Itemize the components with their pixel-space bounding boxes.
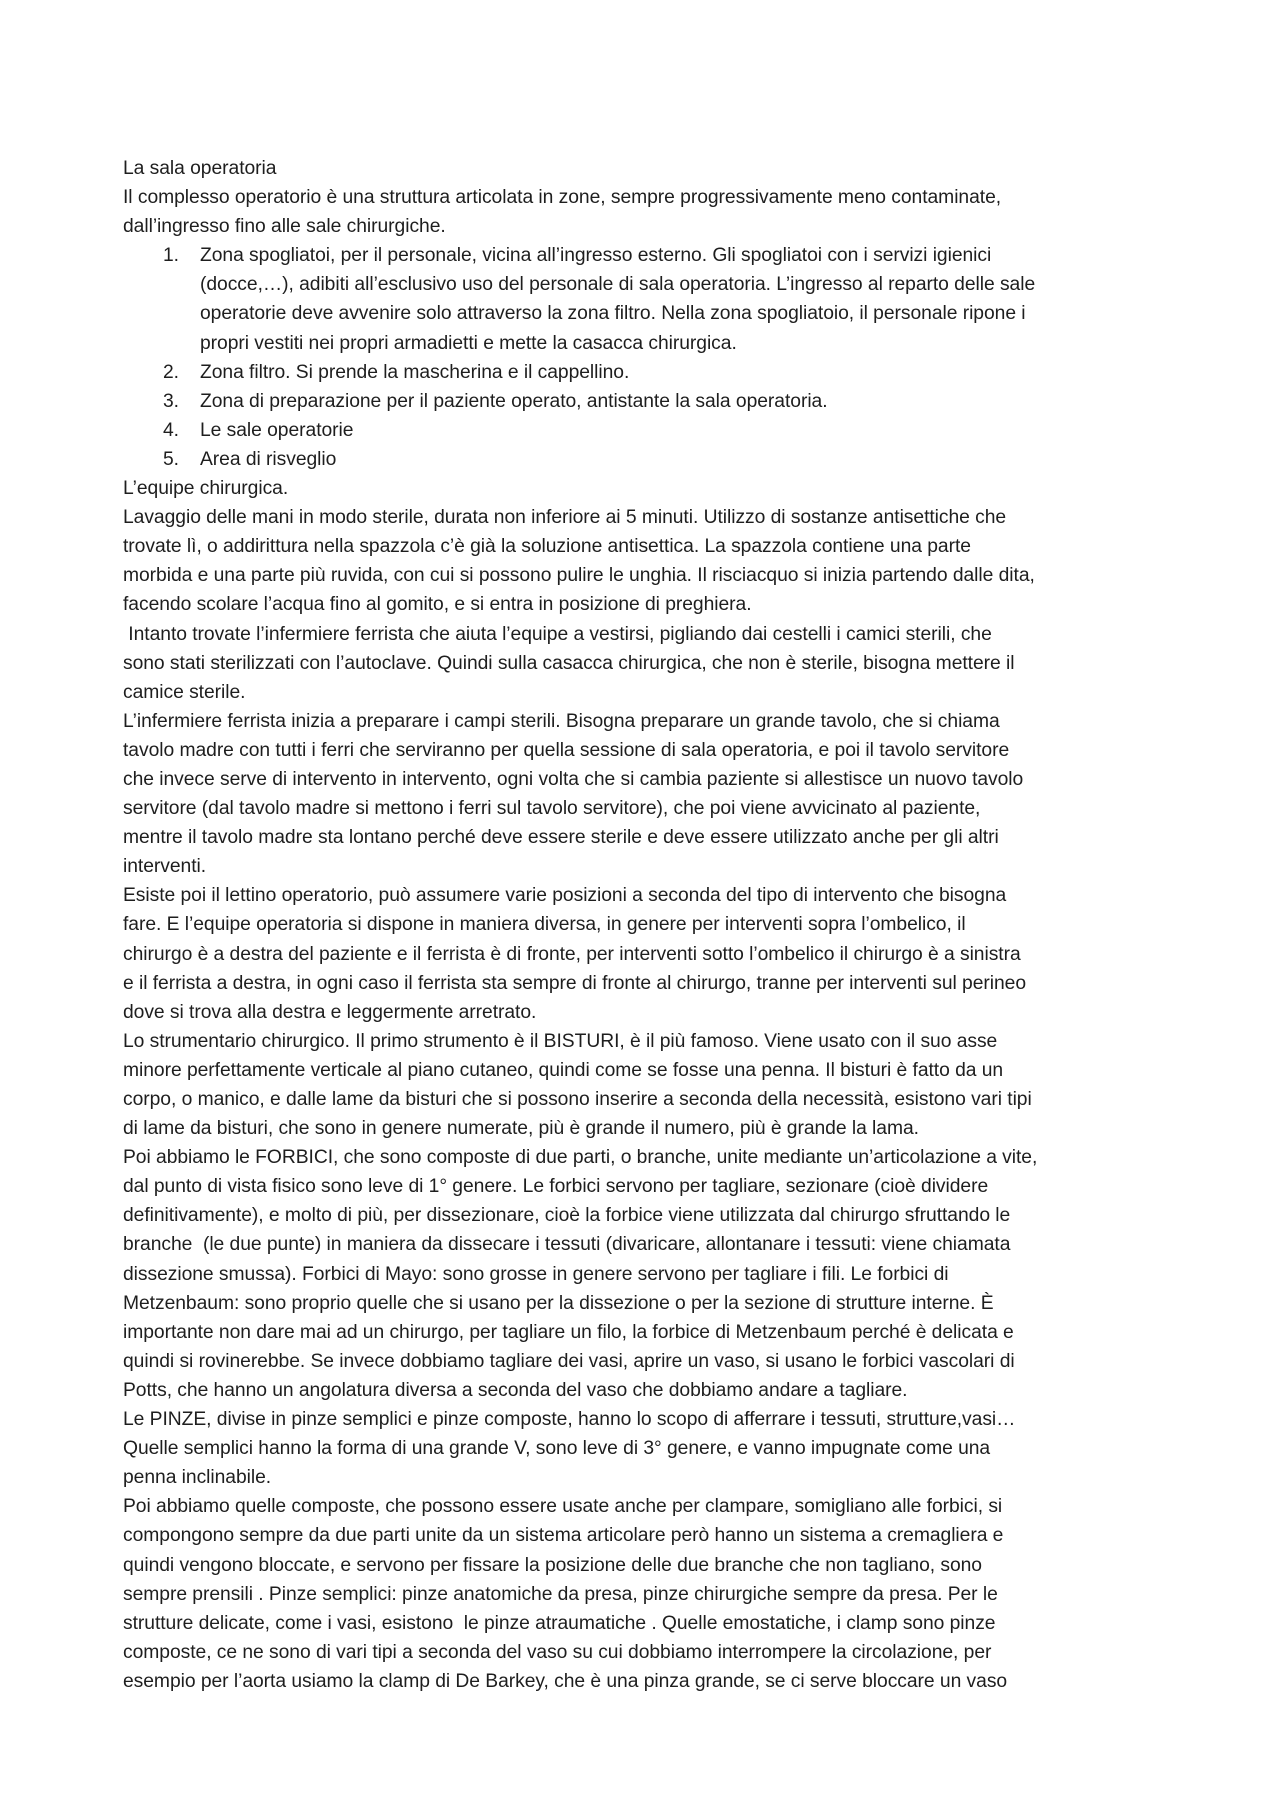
document-page bbox=[123, 154, 1173, 1696]
text-line: Intanto trovate l’infermiere ferrista che aiuta l’equipe a vestirsi, pigliando dai cestelli i camici sterili, che bbox=[123, 623, 992, 645]
list-item-continuation: operatorie deve avvenire solo attraverso la zona filtro. Nella zona spogliatoio, il personale ripone i bbox=[200, 303, 1026, 325]
text-line: compongono sempre da due parti unite da un sistema articolare però hanno un sistema a cremagliera e bbox=[123, 1525, 1004, 1547]
list-item bbox=[123, 416, 1173, 445]
list-item-number: 2. bbox=[163, 361, 179, 383]
text-line: Potts, che hanno un angolatura diversa a seconda del vaso che dobbiamo andare a tagliare. bbox=[123, 1379, 908, 1401]
text-line: Metzenbaum: sono proprio quelle che si usano per la dissezione o per la sezione di strutture interne. È bbox=[123, 1292, 994, 1314]
text-line: composte, ce ne sono di vari tipi a seconda del vaso su cui dobbiamo interrompere la circolazione, per bbox=[123, 1641, 992, 1663]
text-line: dove si trova alla destra e leggermente arretrato. bbox=[123, 1001, 537, 1023]
list-item-first-line bbox=[123, 416, 1173, 445]
text-line: morbida e una parte più ruvida, con cui si possono pulire le unghia. Il risciacquo si inizia partendo dalle dita, bbox=[123, 565, 1035, 587]
text-line: dissezione smussa). Forbici di Mayo: sono grosse in genere servono per tagliare i fili. Le forbici di bbox=[123, 1263, 949, 1285]
text-line: Poi abbiamo le FORBICI, che sono composte di due parti, o branche, unite mediante un’articolazione a vite, bbox=[123, 1147, 1038, 1169]
list-item-text: Le sale operatorie bbox=[200, 419, 354, 441]
text-line: Poi abbiamo quelle composte, che possono essere usate anche per clampare, somigliano alle forbici, si bbox=[123, 1496, 1003, 1518]
text-line: trovate lì, o addirittura nella spazzola c’è già la soluzione antisettica. La spazzola contiene una parte bbox=[123, 536, 971, 558]
list-item bbox=[123, 358, 1173, 387]
intro-paragraph bbox=[123, 183, 1173, 241]
text-line: Lo strumentario chirurgico. Il primo strumento è il BISTURI, è il più famoso. Viene usato con il suo asse bbox=[123, 1030, 998, 1052]
list-item-text: Zona spogliatoi, per il personale, vicina all’ingresso esterno. Gli spogliatoi con i servizi igienici bbox=[200, 245, 992, 267]
list-item-first-line bbox=[123, 387, 1173, 416]
text-line: chirurgo è a destra del paziente e il ferrista è di fronte, per interventi sotto l’ombelico il chirurgo è a sinistra bbox=[123, 943, 1021, 965]
list-item-number: 4. bbox=[163, 419, 179, 441]
text-line: servitore (dal tavolo madre si mettono i ferri sul tavolo servitore), che poi viene avvicinato al paziente, bbox=[123, 798, 981, 820]
text-line: strutture delicate, come i vasi, esistono le pinze atraumatiche . Quelle emostatiche, i clamp sono pinze bbox=[123, 1612, 996, 1634]
text-line: mentre il tavolo madre sta lontano perché deve essere sterile e deve essere utilizzato anche per gli altri bbox=[123, 827, 999, 849]
list-item-first-line bbox=[123, 241, 1173, 270]
text-line: Le PINZE, divise in pinze semplici e pinze composte, hanno lo scopo di afferrare i tessuti, strutture,vasi… bbox=[123, 1409, 1016, 1431]
text-line: camice sterile. bbox=[123, 681, 246, 703]
text-line: dall’ingresso fino alle sale chirurgiche. bbox=[123, 216, 446, 238]
text-line: minore perfettamente verticale al piano cutaneo, quindi come se fosse una penna. Il bisturi è fatto da un bbox=[123, 1059, 1004, 1081]
document-title: La sala operatoria bbox=[123, 158, 277, 179]
zones-list bbox=[123, 241, 1173, 474]
list-item-number: 3. bbox=[163, 390, 179, 412]
list-item-text: Zona di preparazione per il paziente operato, antistante la sala operatoria. bbox=[200, 390, 828, 412]
text-line: di lame da bisturi, che sono in genere numerate, più è grande il numero, più è grande la lama. bbox=[123, 1118, 919, 1140]
text-line: fare. E l’equipe operatoria si dispone in maniera diversa, in genere per interventi sopra l’ombelico, il bbox=[123, 914, 966, 936]
text-line: sempre prensili . Pinze semplici: pinze anatomiche da presa, pinze chirurgiche sempre da presa. Per le bbox=[123, 1583, 998, 1605]
text-line: sono stati sterilizzati con l’autoclave. Quindi sulla casacca chirurgica, che non è sterile, bisogna mettere il bbox=[123, 652, 1015, 674]
list-item-text: Area di risveglio bbox=[200, 448, 337, 470]
text-line: che invece serve di intervento in intervento, ogni volta che si cambia paziente si allestisce un nuovo tavolo bbox=[123, 768, 1024, 790]
list-item bbox=[123, 241, 1173, 357]
text-line: dal punto di vista fisico sono leve di 1° genere. Le forbici servono per tagliare, sezionare (cioè dividere bbox=[123, 1176, 989, 1198]
body-text bbox=[123, 474, 1173, 1696]
text-line: definitivamente), e molto di più, per dissezionare, cioè la forbice viene utilizzata dal chirurgo sfruttando le bbox=[123, 1205, 1011, 1227]
list-item-continuation: (docce,…), adibiti all’esclusivo uso del personale di sala operatoria. L’ingresso al reparto delle sale bbox=[200, 274, 1036, 296]
text-line: quindi si rovinerebbe. Se invece dobbiamo tagliare dei vasi, aprire un vaso, si usano le forbici vascolari di bbox=[123, 1350, 1015, 1372]
list-item bbox=[123, 445, 1173, 474]
text-line: penna inclinabile. bbox=[123, 1467, 272, 1489]
text-line: Esiste poi il lettino operatorio, può assumere varie posizioni a seconda del tipo di intervento che bisogna bbox=[123, 885, 1007, 907]
text-line: importante non dare mai ad un chirurgo, per tagliare un filo, la forbice di Metzenbaum perché è delicata e bbox=[123, 1321, 1014, 1343]
list-item-continuation: propri vestiti nei propri armadietti e mette la casacca chirurgica. bbox=[200, 332, 737, 354]
text-line: L’infermiere ferrista inizia a preparare i campi sterili. Bisogna preparare un grande tavolo, che si chiama bbox=[123, 710, 1000, 732]
text-line: branche (le due punte) in maniera da dissecare i tessuti (divaricare, allontanare i tessuti: viene chiamata bbox=[123, 1234, 1011, 1256]
text-line: interventi. bbox=[123, 856, 207, 878]
text-line: Lavaggio delle mani in modo sterile, durata non inferiore ai 5 minuti. Utilizzo di sostanze antisettiche che bbox=[123, 507, 1007, 529]
list-item-first-line bbox=[123, 445, 1173, 474]
list-item-number: 5. bbox=[163, 448, 179, 470]
list-item bbox=[123, 387, 1173, 416]
text-line: quindi vengono bloccate, e servono per fissare la posizione delle due branche che non tagliano, sono bbox=[123, 1554, 982, 1576]
text-line: e il ferrista a destra, in ogni caso il ferrista sta sempre di fronte al chirurgo, tranne per interventi sul perineo bbox=[123, 972, 1026, 994]
list-item-first-line bbox=[123, 358, 1173, 387]
text-line: Quelle semplici hanno la forma di una grande V, sono leve di 3° genere, e vanno impugnate come una bbox=[123, 1438, 991, 1460]
text-line: esempio per l’aorta usiamo la clamp di De Barkey, che è una pinza grande, se ci serve bloccare un vaso bbox=[123, 1670, 1008, 1692]
text-line: tavolo madre con tutti i ferri che serviranno per quella sessione di sala operatoria, e poi il tavolo servitore bbox=[123, 739, 1010, 761]
text-line: Il complesso operatorio è una struttura articolata in zone, sempre progressivamente meno contaminate, bbox=[123, 187, 1002, 209]
list-item-number: 1. bbox=[163, 245, 179, 267]
text-line: L’equipe chirurgica. bbox=[123, 478, 289, 500]
list-item-text: Zona filtro. Si prende la mascherina e il cappellino. bbox=[200, 361, 630, 383]
text-line: facendo scolare l’acqua fino al gomito, e si entra in posizione di preghiera. bbox=[123, 594, 752, 616]
text-line: corpo, o manico, e dalle lame da bisturi che si possono inserire a seconda della necessità, esistono vari tipi bbox=[123, 1089, 1032, 1110]
